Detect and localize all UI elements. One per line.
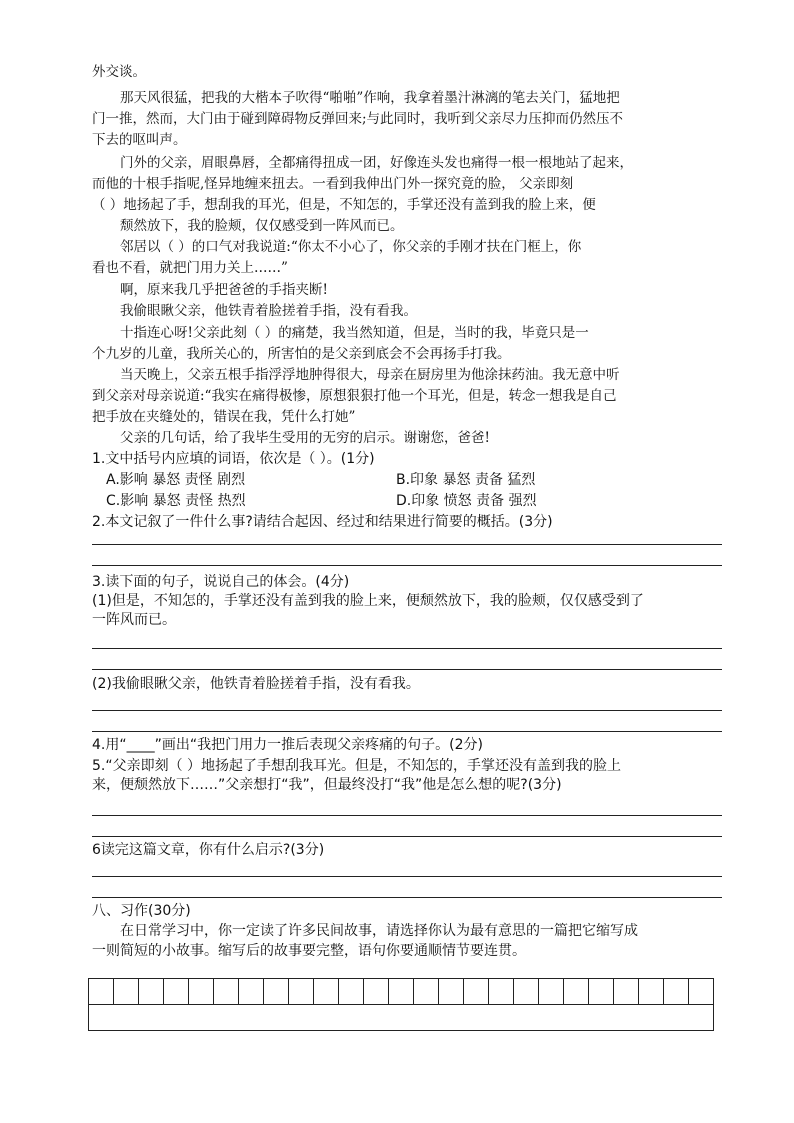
grid-cell[interactable]	[614, 979, 639, 1004]
answer-line[interactable]	[92, 565, 722, 566]
grid-cell[interactable]	[164, 979, 189, 1004]
grid-cell[interactable]	[264, 979, 289, 1004]
story-line: 下去的呕叫声。	[92, 132, 187, 148]
grid-cell[interactable]	[239, 979, 264, 1004]
story-line: 门一推，然而，大门由于碰到障碍物反弹回来;与此同时，我听到父亲尽力压抑而仍然压不	[92, 111, 624, 127]
q1-option-a[interactable]: A.影响 暴怒 责怪 剧烈	[106, 472, 246, 488]
grid-cell[interactable]	[464, 979, 489, 1004]
grid-cell[interactable]	[289, 979, 314, 1004]
answer-line[interactable]	[92, 876, 722, 877]
story-line: 颓然放下，我的脸颊，仅仅感受到一阵风而已。	[120, 218, 404, 234]
section-8-prompt-cont: 一则简短的小故事。缩写后的故事要完整，语句你要通顺情节要连贯。	[92, 943, 526, 959]
question-3-sub2: (2)我偷眼瞅父亲，他铁青着脸搓着手指，没有看我。	[92, 676, 420, 692]
answer-line[interactable]	[92, 710, 722, 711]
grid-cell[interactable]	[364, 979, 389, 1004]
question-2-stem: 2.本文记叙了一件什么事?请结合起因、经过和结果进行简要的概括。(3分)	[92, 514, 553, 530]
story-line: 十指连心呀!父亲此刻（ ）的痛楚，我当然知道，但是，当时的我，毕竟只是一	[120, 325, 589, 341]
writing-grid[interactable]	[88, 978, 714, 1031]
grid-cell[interactable]	[414, 979, 439, 1004]
story-line: 啊，原来我几乎把爸爸的手指夹断!	[120, 282, 328, 298]
grid-cell[interactable]	[664, 979, 689, 1004]
grid-cell[interactable]	[639, 979, 664, 1004]
grid-cell[interactable]	[139, 979, 164, 1004]
grid-cell[interactable]	[489, 979, 514, 1004]
answer-line[interactable]	[92, 836, 722, 837]
story-line: 门外的父亲，眉眼鼻唇，全都痛得扭成一团，好像连头发也痛得一根一根地站了起来，	[120, 155, 633, 171]
story-line: 那天风很猛，把我的大楷本子吹得“啪啪”作响，我拿着墨汁淋漓的笔去关门，猛地把	[120, 90, 620, 106]
answer-line[interactable]	[92, 815, 722, 816]
grid-cell[interactable]	[514, 979, 539, 1004]
question-3-sub1-cont: 一阵风而已。	[92, 612, 176, 628]
answer-line[interactable]	[92, 897, 722, 898]
section-8-title: 八、习作(30分)	[92, 903, 191, 919]
q1-option-b[interactable]: B.印象 暴怒 责备 猛烈	[396, 472, 536, 488]
grid-cell[interactable]	[439, 979, 464, 1004]
grid-cell[interactable]	[189, 979, 214, 1004]
question-4-stem: 4.用“____”画出“我把门用力一推后表现父亲疼痛的句子。(2分)	[92, 737, 483, 753]
question-5-line1: 5.“父亲即刻（ ）地扬起了手想刮我耳光。但是，不知怎的，手掌还没有盖到我的脸上	[92, 758, 622, 774]
story-line: 我偷眼瞅父亲，他铁青着脸搓着手指，没有看我。	[120, 303, 417, 319]
question-5-line2: 来，便颓然放下……”父亲想打“我”，但最终没打“我”他是怎么想的呢?(3分)	[92, 777, 562, 793]
story-line: 到父亲对母亲说道:“我实在痛得极惨，原想狠狠打他一个耳光，但是，转念一想我是自己	[92, 388, 617, 404]
story-line: 把手放在夹缝处的，错误在我，凭什么打她”	[92, 409, 356, 425]
story-line: 而他的十根手指呢,怪异地缠来扭去。一看到我伸出门外一探究竟的脸， 父亲即刻	[92, 176, 574, 192]
story-line: 个九岁的儿童，我所关心的，所害怕的是父亲到底会不会再扬手打我。	[92, 346, 511, 362]
question-3-sub1: (1)但是，不知怎的，手掌还没有盖到我的脸上来，便颓然放下，我的脸颊，仅仅感受到了	[92, 593, 644, 609]
answer-line[interactable]	[92, 544, 722, 545]
story-line: 外交谈。	[92, 64, 146, 80]
grid-cell[interactable]	[339, 979, 364, 1004]
grid-cell[interactable]	[689, 979, 713, 1004]
grid-cell[interactable]	[564, 979, 589, 1004]
story-line: （ ）地扬起了手，想刮我的耳光，但是，不知怎的，手掌还没有盖到我的脸上来，便	[92, 197, 596, 213]
grid-row	[89, 979, 713, 1005]
question-1-stem: 1.文中括号内应填的词语，依次是（ ）。(1分)	[92, 451, 375, 467]
story-line: 看也不看，就把门用力关上……”	[92, 260, 288, 276]
grid-cell[interactable]	[89, 979, 114, 1004]
grid-cell[interactable]	[214, 979, 239, 1004]
q1-option-d[interactable]: D.印象 愤怒 责备 强烈	[396, 493, 537, 509]
story-line: 邻居以（ ）的口气对我说道:“你太不小心了，你父亲的手刚才扶在门框上，你	[120, 239, 582, 255]
answer-line[interactable]	[92, 669, 722, 670]
q1-option-c[interactable]: C.影响 暴怒 责怪 热烈	[106, 493, 246, 509]
grid-cell[interactable]	[114, 979, 139, 1004]
answer-line[interactable]	[92, 731, 722, 732]
grid-cell[interactable]	[539, 979, 564, 1004]
grid-cell[interactable]	[389, 979, 414, 1004]
story-line: 当天晚上，父亲五根手指浮浮地肿得很大，母亲在厨房里为他涂抹药油。我无意中听	[120, 367, 620, 383]
section-8-prompt: 在日常学习中，你一定读了许多民间故事，请选择你认为最有意思的一篇把它缩写成	[120, 923, 638, 939]
answer-line[interactable]	[92, 648, 722, 649]
question-3-stem: 3.读下面的句子，说说自己的体会。(4分)	[92, 574, 350, 590]
grid-cell[interactable]	[314, 979, 339, 1004]
grid-cell[interactable]	[589, 979, 614, 1004]
question-6-stem: 6读完这篇文章，你有什么启示?(3分)	[92, 842, 325, 858]
story-line: 父亲的几句话，给了我毕生受用的无穷的启示。谢谢您，爸爸!	[120, 430, 490, 446]
